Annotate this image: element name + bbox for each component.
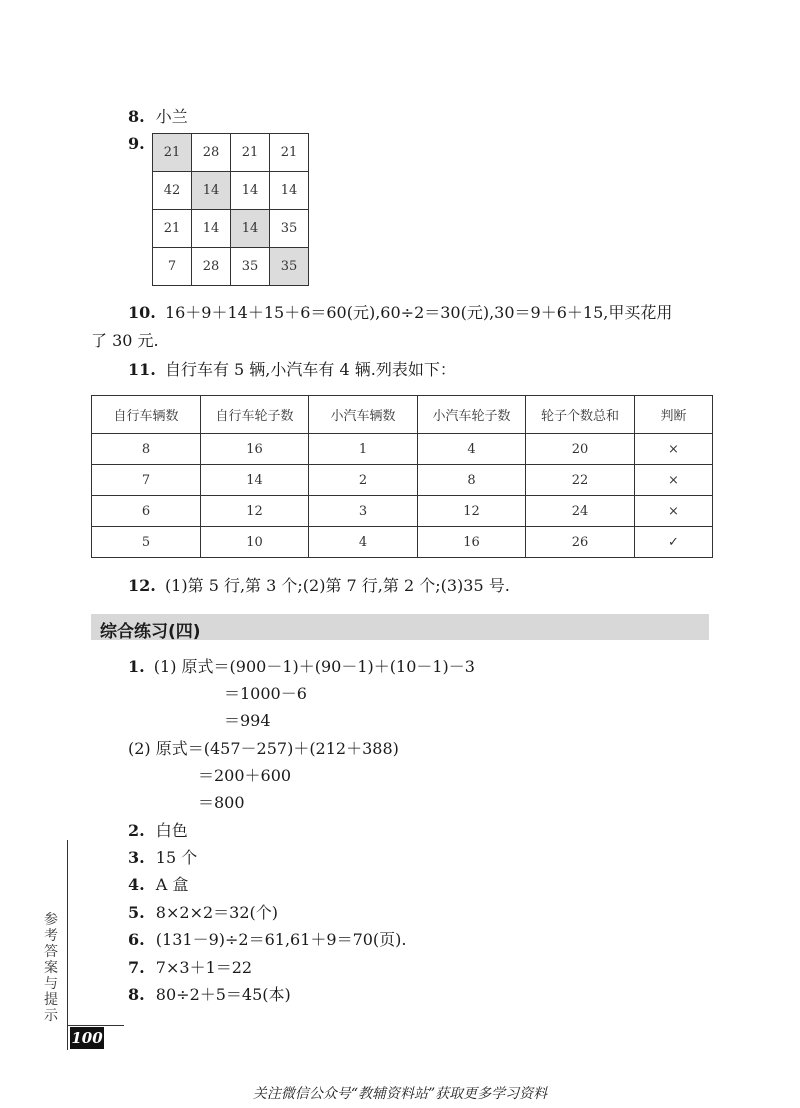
grid-row — [153, 134, 309, 172]
grid-cell: 28 — [192, 134, 231, 172]
wheels-table — [91, 395, 713, 558]
grid-cell: 42 — [153, 172, 192, 210]
column-header: 小汽车辆数 — [309, 396, 418, 434]
column-header: 自行车辆数 — [92, 396, 201, 434]
answer-number: 8. — [128, 985, 145, 1004]
answer-number: 6. — [128, 930, 145, 949]
number-grid — [152, 133, 309, 286]
grid-cell: 35 — [270, 210, 309, 248]
grid-cell: 35 — [231, 248, 270, 286]
column-header: 轮子个数总和 — [526, 396, 635, 434]
answer-10-line2 — [91, 331, 159, 351]
answer-text: (1)第 5 行,第 3 个;(2)第 7 行,第 2 个;(3)35 号. — [164, 576, 510, 595]
grid-cell: 21 — [153, 210, 192, 248]
table-cell: 6 — [92, 496, 201, 527]
answer-8 — [128, 985, 291, 1005]
exercise-1-line2 — [224, 684, 307, 704]
table-cell: 26 — [526, 527, 635, 558]
exercise-1-part2-line3 — [198, 793, 245, 813]
answer-6 — [128, 930, 407, 950]
answer-text: 15 个 — [155, 848, 198, 867]
answer-10-line1 — [128, 303, 672, 323]
answer-text: ＝1000－6 — [224, 684, 307, 703]
table-cell: 3 — [309, 496, 418, 527]
answer-2 — [128, 821, 188, 841]
answer-text: 8×2×2＝32(个) — [155, 903, 278, 922]
answer-number: 10. — [128, 303, 156, 322]
table-cell: 20 — [526, 434, 635, 465]
table-row — [92, 527, 713, 558]
exercise-1-part2-line2 — [198, 766, 291, 786]
answer-9 — [128, 134, 145, 154]
table-cell: 16 — [201, 434, 309, 465]
answer-number: 2. — [128, 821, 145, 840]
grid-cell: 21 — [231, 134, 270, 172]
table-cell: 14 — [201, 465, 309, 496]
answer-number: 12. — [128, 576, 156, 595]
exercise-1-line3 — [224, 711, 271, 731]
answer-5 — [128, 903, 278, 923]
table-cell: 8 — [92, 434, 201, 465]
table-cell: 4 — [309, 527, 418, 558]
grid-cell: 14 — [270, 172, 309, 210]
grid-row — [153, 248, 309, 286]
answer-12 — [128, 576, 510, 596]
answer-text: ＝994 — [224, 711, 271, 730]
answer-number: 4. — [128, 875, 145, 894]
answer-text: ＝200＋600 — [198, 766, 292, 785]
exercise-1-part2-line1 — [128, 739, 399, 759]
answer-text: 7×3＋1＝22 — [155, 958, 253, 977]
table-cell: 4 — [418, 434, 526, 465]
grid-row — [153, 210, 309, 248]
grid-row — [153, 172, 309, 210]
side-tab-label: 参考答案与提示 — [44, 912, 58, 1024]
answer-text: 80÷2＋5＝45(本) — [155, 985, 291, 1004]
grid-cell: 14 — [192, 210, 231, 248]
answer-7 — [128, 958, 252, 978]
table-cell: 12 — [418, 496, 526, 527]
answer-text: 白色 — [155, 821, 188, 840]
column-header: 自行车轮子数 — [201, 396, 309, 434]
answer-4 — [128, 875, 188, 895]
table-row — [92, 434, 713, 465]
answer-number: 9. — [128, 134, 145, 153]
answer-text: 16＋9＋14＋15＋6＝60(元),60÷2＝30(元),30＝9＋6＋15,甲买花用 — [164, 303, 673, 322]
answer-number: 3. — [128, 848, 145, 867]
side-rule — [67, 840, 68, 1050]
table-cell: 7 — [92, 465, 201, 496]
grid-cell: 14 — [231, 172, 270, 210]
answer-3 — [128, 848, 197, 868]
table-cell: 24 — [526, 496, 635, 527]
answer-number: 8. — [128, 107, 145, 126]
section-title: 综合练习(四) — [100, 622, 201, 642]
answer-text: (2) 原式＝(457－257)＋(212＋388) — [128, 739, 399, 758]
table-header-row — [92, 396, 713, 434]
grid-cell: 14 — [192, 172, 231, 210]
page-number: 100 — [71, 1029, 103, 1047]
table-cell: 5 — [92, 527, 201, 558]
grid-cell: 28 — [192, 248, 231, 286]
column-header: 判断 — [635, 396, 713, 434]
table-row — [92, 465, 713, 496]
grid-cell: 21 — [270, 134, 309, 172]
table-cell: 10 — [201, 527, 309, 558]
answer-text: 自行车有 5 辆,小汽车有 4 辆.列表如下： — [164, 360, 456, 379]
answer-text: ＝800 — [198, 793, 245, 812]
answer-number: 1. — [128, 657, 145, 676]
answer-text: (1) 原式＝(900－1)＋(90－1)＋(10－1)－3 — [153, 657, 475, 676]
grid-cell: 35 — [270, 248, 309, 286]
check-mark: ✓ — [635, 527, 713, 558]
answer-11 — [128, 360, 456, 380]
table-row — [92, 496, 713, 527]
footer-note: 关注微信公众号“教辅资料站”获取更多学习资料 — [252, 1086, 548, 1102]
cross-mark: × — [635, 496, 713, 527]
answer-number: 11. — [128, 360, 156, 379]
grid-cell: 7 — [153, 248, 192, 286]
table-cell: 2 — [309, 465, 418, 496]
answer-text: A 盒 — [155, 875, 189, 894]
answer-text: 了 30 元. — [91, 331, 159, 350]
table-cell: 22 — [526, 465, 635, 496]
grid-cell: 14 — [231, 210, 270, 248]
table-cell: 1 — [309, 434, 418, 465]
answer-number: 5. — [128, 903, 145, 922]
exercise-1-line1 — [128, 657, 475, 677]
table-cell: 16 — [418, 527, 526, 558]
cross-mark: × — [635, 434, 713, 465]
table-cell: 12 — [201, 496, 309, 527]
cross-mark: × — [635, 465, 713, 496]
answer-text: 小兰 — [155, 107, 188, 126]
answer-8-top — [128, 107, 188, 127]
side-rule-horizontal — [67, 1025, 124, 1026]
grid-cell: 21 — [153, 134, 192, 172]
column-header: 小汽车轮子数 — [418, 396, 526, 434]
answer-number: 7. — [128, 958, 145, 977]
answer-text: (131－9)÷2＝61,61＋9＝70(页). — [155, 930, 407, 949]
table-cell: 8 — [418, 465, 526, 496]
